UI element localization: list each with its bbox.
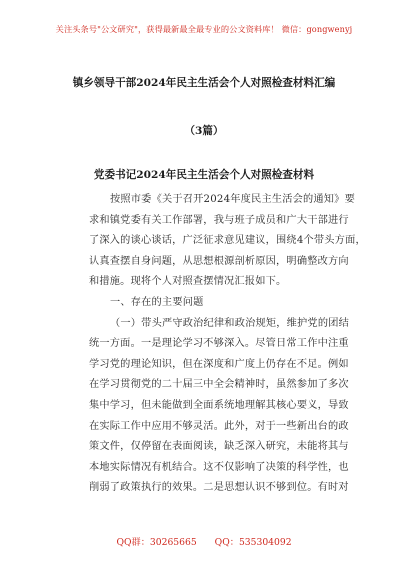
text-line: （ 一 ） 带 头 严 守 政 治 纪 律 和 政 治 规 矩 ， 维 护 党 的 团 结 [110, 317, 349, 329]
qq-number: 535304092 [238, 537, 292, 548]
body-text [89, 190, 366, 499]
text-line: 认 真 查 摆 自 身 问 题 ， 从 思 想 根 源 剖 析 原 因 ， 明 确 整 改 方 向 [89, 255, 349, 267]
text-line [89, 272, 329, 293]
text-line: 了 深 入 的 谈 心 谈 话 ， 广 泛 征 求 意 见 建 议 ， 围 绕 4 个 带 头 方 面 ， [89, 235, 366, 247]
text-line-content: 一、存在的主要问题 [110, 296, 204, 308]
compilation-title: 镇乡领导干部2024年民主生活会个人对照检查材料汇编 [72, 77, 336, 89]
text-line: 削 弱 了 政 策 执 行 的 效 果 。 二 是 思 想 认 识 不 够 到 位 。 有 时 对 [89, 482, 349, 494]
article-count: （3篇） [184, 125, 224, 137]
qq-group-label: QQ群： [116, 537, 150, 548]
promo-header: 关注头条号"公文研究"，获得最新最全最专业的公文资料库！ 微信：gongwenyj [55, 24, 353, 34]
text-line: 统 一 方 面 。 一 是 理 论 学 习 不 够 深 入 。 尽 管 日 常 工 作 中 注 重 [89, 338, 349, 350]
text-line: 按 照 市 委 《 关 于 召 开 2 0 2 4 年 度 民 主 生 活 会 的 通 知 》 要 [110, 194, 355, 205]
text-line-content: 和措施。现将个人对照查摆情况汇报如下。 [89, 276, 287, 288]
text-line: 集 中 学 习 ， 但 未 能 做 到 全 面 系 统 地 理 解 其 核 心 要 义 ， 导 致 [89, 399, 349, 411]
text-line: 策 文 件 ， 仅 停 留 在 表 面 阅 读 ， 缺 乏 深 入 研 究 ， 未 能 将 其 与 [89, 441, 349, 453]
document-heading: 党委书记2024年民主生活会个人对照检查材料 [93, 169, 315, 181]
text-line [89, 293, 329, 314]
text-line: 在 实 际 工 作 中 应 用 不 够 灵 活 。 此 外 ， 对 于 一 些 新 出 台 的 政 [89, 420, 349, 432]
qq-group-number: 30265665 [149, 537, 197, 548]
contact-footer [0, 534, 408, 548]
text-line: 在 学 习 贯 彻 党 的 二 十 届 三 中 全 会 精 神 时 ， 虽 然 参 加 了 多 次 [89, 379, 349, 391]
text-line: 学 习 党 的 理 论 知 识 ， 但 在 深 度 和 广 度 上 仍 存 在 不 足 。 例 如 [89, 358, 349, 370]
text-line: 本 地 实 际 情 况 有 机 结 合 。 这 不 仅 影 响 了 决 策 的 科 学 性 ， 也 [89, 461, 349, 473]
qq-label: QQ： [214, 537, 239, 548]
text-line: 求 和 镇 党 委 有 关 工 作 部 署 ， 我 与 班 子 成 员 和 广 大 干 部 进 行 [89, 214, 349, 226]
